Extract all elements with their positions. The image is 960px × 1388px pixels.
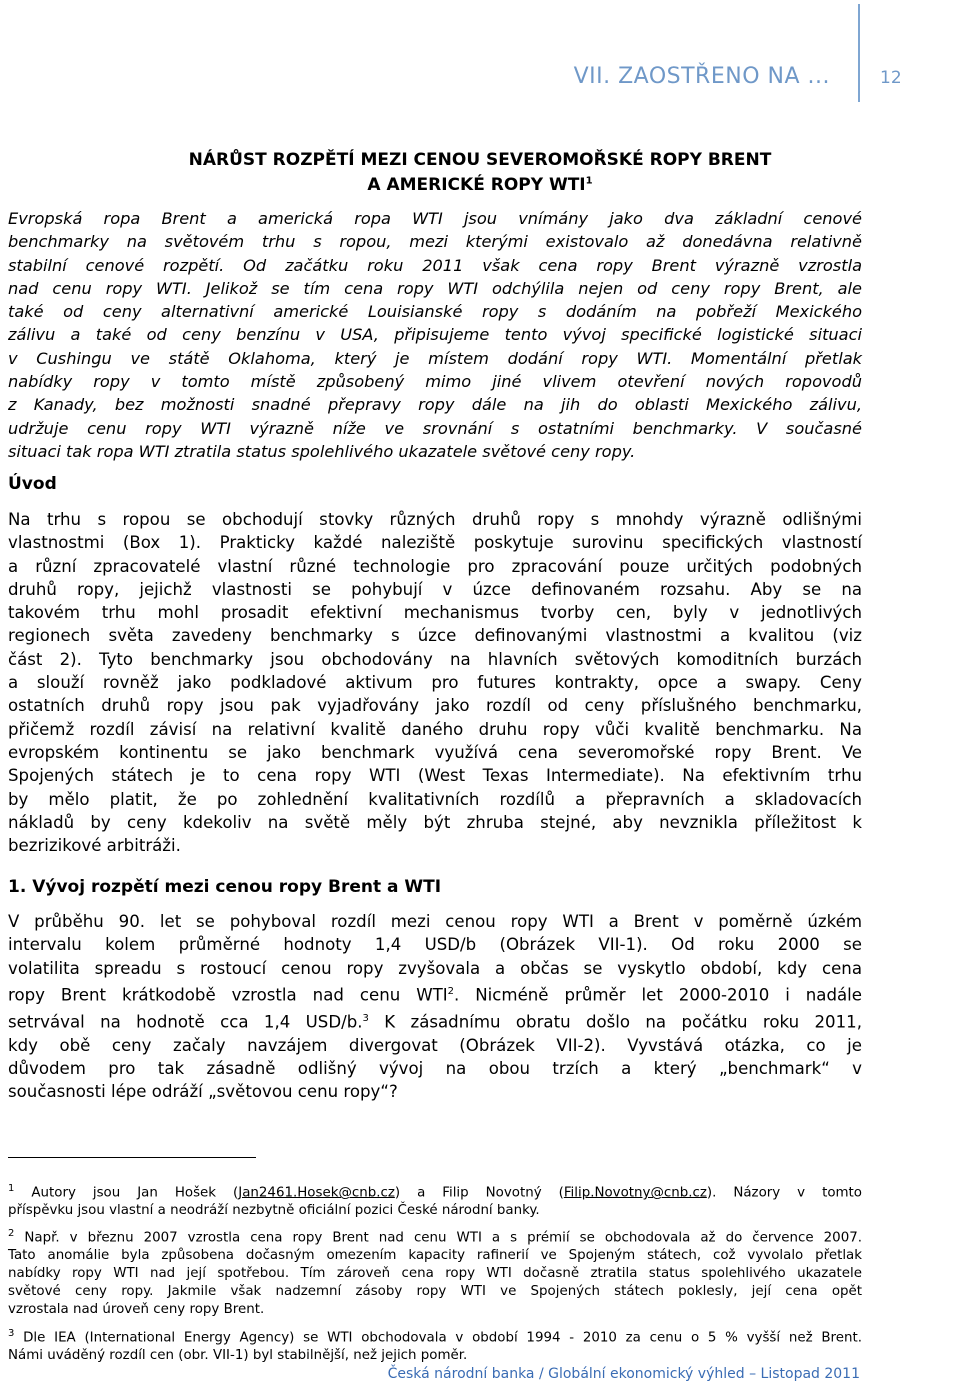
footnote-text: ) a Filip Novotný ( [394, 1185, 564, 1201]
footnote-mark: 2 [8, 1228, 15, 1239]
abstract-line: udržuje cenu ropy WTI výrazně níže ve srovnání s ostatními benchmarky. V současné [8, 418, 862, 438]
section1-text: ropy Brent krátkodobě vzrostla nad cenu WTI [8, 985, 448, 1005]
intro-line: a různí zpracovatelé vlastní různé technologie pro zpracování pouze určitých podobných [8, 556, 862, 576]
intro-line: evropském kontinentu se jako benchmark využívá cena severomořské ropy Brent. Ve [8, 742, 862, 762]
footnote-text: ). Názory v tomto [706, 1185, 863, 1201]
footnote-mark: 3 [8, 1328, 15, 1339]
section1-line: důvodem pro tak zásadně odlišný vývoj na obou trzích a který „benchmark“ v [8, 1058, 862, 1078]
section1-line: kdy obě ceny začaly navzájem divergovat (Obrázek VII-2). Vyvstává otázka, co je [8, 1035, 862, 1055]
footnote-line: světové ceny ropy. Jakmile však nadzemní zásoby ropy WTI ve Spojených státech poklesly, její cena opět [8, 1284, 862, 1300]
intro-line: ostatních druhů ropy jsou pak vyjadřovány jako rozdíl od ceny příslušného benchmarku, [8, 696, 862, 716]
footnote-line: vzrostala nad úroveň ceny ropy Brent. [8, 1302, 265, 1318]
abstract-line: také od ceny alternativní americké Louisianské ropy s dodáním na pobřeží Mexického [8, 302, 862, 322]
footnote-2 [8, 1225, 862, 1319]
section1-line: V průběhu 90. let se pohyboval rozdíl mezi cenou ropy WTI a Brent v poměrně úzkém [8, 912, 862, 931]
abstract-line: benchmarky na světovém trhu s ropou, mezi kterými existovalo až donedávna relativně [8, 232, 862, 252]
section1-line: volatilita spreadu s rostoucí cenou ropy zvyšovala a občas se vyskytlo období, kdy cena [8, 958, 862, 978]
section-header-title: VII. ZAOSTŘENO NA ... [573, 64, 830, 89]
footnote-ref-3: 3 [362, 1012, 369, 1024]
footnote-line [8, 1180, 862, 1202]
article-title-line2 [0, 175, 960, 195]
footnote-text: Dle IEA (International Energy Agency) se WTI obchodovala v období 1994 - 2010 za cenu o 5 % vyšší než Brent. [14, 1330, 862, 1346]
footnote-mark: 1 [8, 1183, 15, 1194]
abstract-line: v Cushingu ve státě Oklahoma, který je místem dodání ropy WTI. Momentální přetlak [8, 348, 862, 368]
footnote-line [8, 1325, 862, 1347]
abstract-line: Evropská ropa Brent a americká ropa WTI jsou vnímány jako dva základní cenové [8, 209, 862, 228]
section1-line [8, 980, 862, 1007]
abstract-line: nad cenu ropy WTI. Jelikož se tím cena ropy WTI odchýlila nejen od ceny ropy Brent, ale [8, 278, 862, 298]
intro-line: regionech světa zavedeny benchmarky s úzce definovanými vlastnostmi a kvalitou (viz [8, 626, 862, 646]
footnote-ref-2: 2 [447, 985, 455, 997]
section1-paragraph [8, 910, 862, 1103]
intro-line: Spojených státech je to cena ropy WTI (West Texas Intermediate). Na efektivním trhu [8, 766, 862, 786]
footnote-3 [8, 1325, 862, 1365]
email-link-hosek[interactable]: Jan2461.Hosek@cnb.cz [238, 1185, 395, 1201]
intro-line: nákladů by ceny kdekoliv na světě měly být zhruba stejné, aby nevznikla příležitost k [8, 812, 862, 832]
abstract-line: z Kanady, bez možnosti snadné přepravy ropy dále na jih do oblasti Mexického zálivu, [8, 395, 862, 415]
title-footnote-mark: 1 [585, 175, 593, 187]
article-title-line1: NÁRŮST ROZPĚTÍ MEZI CENOU SEVEROMOŘSKÉ ROPY BRENT [188, 150, 772, 170]
page-number: 12 [880, 68, 902, 88]
footnote-separator [8, 1157, 256, 1158]
section1-line: intervalu kolem průměrné hodnoty 1,4 USD/b (Obrázek VII-1). Od roku 2000 se [8, 935, 862, 955]
section1-heading: 1. Vývoj rozpětí mezi cenou ropy Brent a WTI [8, 877, 442, 897]
section1-line [8, 1007, 862, 1034]
footnote-text: Autory jsou Jan Hošek ( [14, 1185, 239, 1201]
intro-line: přičemž rozdíl závisí na relativní kvalitě daného druhu ropy vůči kvalitě benchmarku. Na [8, 719, 862, 739]
intro-heading: Úvod [8, 474, 57, 494]
intro-line: Na trhu s ropou se obchodují stovky různých druhů ropy s mnohdy výrazně odlišnými [8, 510, 862, 529]
footnote-line [8, 1225, 862, 1247]
intro-line: a slouží rovněž jako podkladové aktivum pro futures kontrakty, opce a swapy. Ceny [8, 673, 862, 693]
intro-line: vlastnostmi (Box 1). Prakticky každé naleziště poskytuje surovinu specifických vlastností [8, 533, 862, 553]
footnote-text: Např. v březnu 2007 vzrostla cena ropy Brent nad cenu WTI a s prémií se obchodovala až do července 2007. [14, 1230, 862, 1246]
footnote-line: nabídky ropy WTI nad její spotřebou. Tím zároveň cena ropy WTI dočasně ztratila status spolehlivého ukazatele [8, 1266, 862, 1282]
abstract-line: stabilní cenové rozpětí. Od začátku roku 2011 však cena ropy Brent výrazně vzrostla [8, 255, 862, 275]
intro-line: druhů ropy, jejichž vlastnosti se pohybují v úzce definovaném rozsahu. Aby se na [8, 579, 862, 599]
section1-text: setrvával na hodnotě cca 1,4 USD/b. [8, 1012, 363, 1032]
page-footer: Česká národní banka / Globální ekonomický výhled – Listopad 2011 [387, 1366, 860, 1382]
header-divider [858, 4, 860, 102]
intro-paragraph [8, 508, 862, 857]
abstract-line: zálivu a také od ceny benzínu v USA, připisujeme tento vývoj specifické logistické situaci [8, 325, 862, 345]
section1-line: současnosti lépe odráží „světovou cenu ropy“? [8, 1082, 398, 1102]
abstract-line: nabídky ropy v tomto místě způsobený mimo jiné vlivem otevření nových ropovodů [8, 372, 862, 392]
intro-line: část 2). Tyto benchmarky jsou obchodovány na hlavních světových komoditních burzách [8, 649, 862, 669]
abstract-line: situaci tak ropa WTI ztratila status spolehlivého ukazatele světové ceny ropy. [8, 441, 636, 461]
intro-line: takovém trhu mohl prosadit efektivní mechanismus tvorby cen, byly v jednotlivých [8, 603, 862, 623]
intro-line: by mělo platit, že po zohlednění kvalitativních rozdílů a přepravních a skladovacích [8, 789, 862, 809]
section1-text: . Nicméně průměr let 2000-2010 i nadále [454, 985, 862, 1005]
intro-line: bezrizikové arbitráži. [8, 836, 181, 856]
article-title-line2-text: A AMERICKÉ ROPY WTI [367, 175, 586, 195]
footnote-line: příspěvku jsou vlastní a neodráží nezbytně oficiální pozici České národní banky. [8, 1203, 540, 1219]
section1-text: K zásadnímu obratu došlo na počátku roku 2011, [368, 1012, 863, 1032]
abstract-paragraph [8, 207, 862, 463]
footnote-1 [8, 1180, 862, 1220]
email-link-novotny[interactable]: Filip.Novotny@cnb.cz [563, 1185, 707, 1201]
footnote-line: Tato anomálie byla způsobena dočasným omezením kapacity rafinerií ve Spojeným státech, což vyvolalo přetlak [8, 1248, 862, 1264]
footnote-line: Námi uváděný rozdíl cen (obr. VII-1) byl stabilnější, než jejich poměr. [8, 1348, 468, 1364]
